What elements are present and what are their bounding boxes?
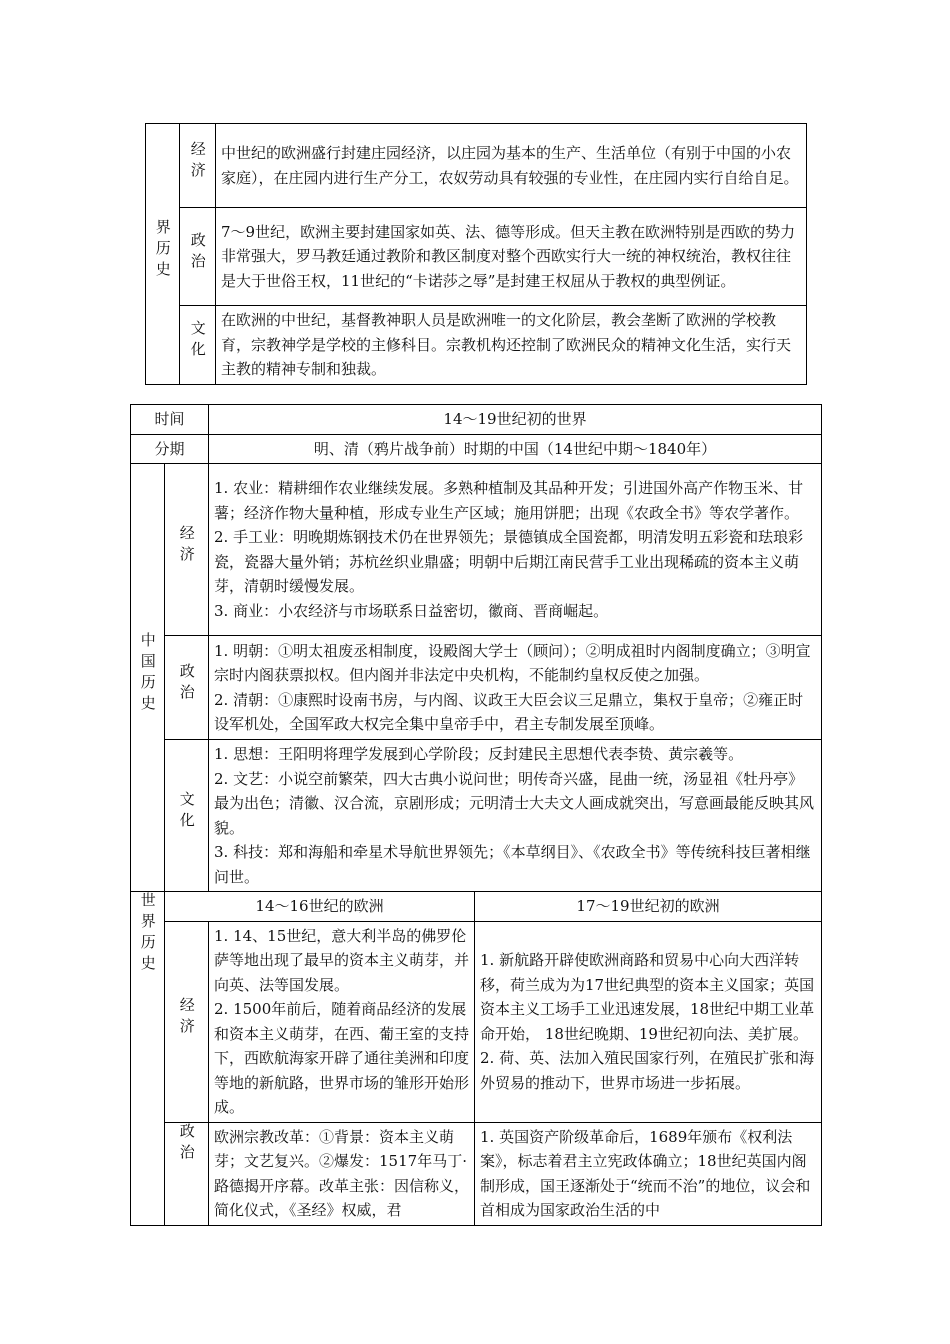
world-politics-left: 欧洲宗教改革：①背景：资本主义萌芽；文艺复兴。②爆发：1517年马丁·路德揭开序幕。改革主张：因信称义，简化仪式，《圣经》权威，君: [209, 1122, 475, 1225]
culture-text: 在欧洲的中世纪，基督教神职人员是欧洲唯一的文化阶层，教会垄断了欧洲的学校教育，宗教神学是学校的主修科目。宗教机构还控制了欧洲民众的精神文化生活，实行天主教的精神专制和独裁。: [216, 306, 807, 385]
header-period: 分期: [131, 434, 209, 464]
row-label-culture: 文化: [180, 306, 216, 385]
economy-text: 中世纪的欧洲盛行封建庄园经济，以庄园为基本的生产、生活单位（有别于中国的小农家庭），在庄园内进行生产分工，农奴劳动具有较强的专业性，在庄园内实行自给自足。: [216, 124, 807, 208]
world-col1-header: 14～16世纪的欧洲: [165, 892, 475, 922]
politics-text: 7～9世纪，欧洲主要封建国家如英、法、德等形成。但天主教在欧洲特别是西欧的势力非常强大，罗马教廷通过教阶和教区制度对整个西欧实行大一统的神权统治，教权往往是大于世俗王权，11世纪的“卡诺莎之辱”是封建王权屈从于教权的典型例证。: [216, 208, 807, 306]
header-time: 时间: [131, 405, 209, 435]
row-label-politics: 政治: [180, 208, 216, 306]
row-label-economy: 经济: [180, 124, 216, 208]
world-economy-right: 1. 新航路开辟使欧洲商路和贸易中心向大西洋转移，荷兰成为为17世纪典型的资本主义国家；英国资本主义工场手工业迅速发展，18世纪中期工业革命开始， 18世纪晚期、19世纪初向法、美扩展。 2. 荷、英、法加入殖民国家行列，在殖民扩张和海外贸易的推动下，世界市场进一步拓展。: [475, 921, 822, 1122]
china-culture-text: 1. 思想：王阳明将理学发展到心学阶段；反封建民主思想代表李贽、黄宗羲等。 2. 文艺：小说空前繁荣，四大古典小说问世；明传奇兴盛，昆曲一统，汤显祖《牡丹亭》最为出色；清徽、汉合流，京剧形成；元明清士大夫文人画成就突出，写意画最能反映其风貌。 3. 科技：郑和海船和牵星术导航世界领先；《本草纲目》、《农政全书》等传统科技巨著相继问世。: [209, 740, 822, 892]
world-history-label-cell: [146, 124, 180, 385]
world-economy-left: 1. 14、15世纪，意大利半岛的佛罗伦萨等地出现了最早的资本主义萌芽，并向英、法等国发展。 2. 1500年前后，随着商品经济的发展和资本主义萌芽，在西、葡王室的支持下，西欧航海家开辟了通往美洲和印度等地的新航路，世界市场的雏形开始形成。: [209, 921, 475, 1122]
header-subtitle: 明、清（鸦片战争前）时期的中国（14世纪中期～1840年）: [209, 434, 822, 464]
china-row-label-economy: 经济: [165, 464, 209, 636]
world-history-label: 世界历史: [138, 892, 157, 976]
china-row-label-politics: 政治: [165, 636, 209, 740]
world-col2-header: 17～19世纪初的欧洲: [475, 892, 822, 922]
china-politics-text: 1. 明朝：①明太祖废丞相制度，设殿阁大学士（顾问）；②明成祖时内阁制度确立；③明宣宗时内阁获票拟权。但内阁并非法定中央机构，不能制约皇权反使之加强。 2. 清朝：①康熙时设南书房，与内阁、议政王大臣会议三足鼎立，集权于皇帝；②雍正时设军机处，全国军政大权完全集中皇帝手中，君主专制发展至顶峰。: [209, 636, 822, 740]
china-history-label-cell: [131, 464, 165, 892]
china-history-label: 中国历史: [138, 631, 157, 716]
header-title: 14～19世纪初的世界: [209, 405, 822, 435]
world-history-label: 界历史: [153, 218, 172, 282]
china-row-label-culture: 文化: [165, 740, 209, 892]
world-history-label-cell: [131, 892, 165, 1226]
world-row-label-politics: 政治: [165, 1122, 209, 1225]
medieval-europe-table: [145, 123, 807, 385]
world-row-label-economy: 经济: [165, 921, 209, 1122]
world-14-19-table: [130, 404, 822, 1226]
china-economy-text: 1. 农业：精耕细作农业继续发展。多熟种植制及其品种开发；引进国外高产作物玉米、甘薯；经济作物大量种植，形成专业生产区域；施用饼肥；出现《农政全书》等农学著作。 2. 手工业：明晚期炼钢技术仍在世界领先；景德镇成全国瓷都，明清发明五彩瓷和珐琅彩瓷，瓷器大量外销；苏杭丝织业鼎盛；明朝中后期江南民营手工业出现稀疏的资本主义萌芽，清朝时缓慢发展。 3. 商业：小农经济与市场联系日益密切，徽商、晋商崛起。: [209, 464, 822, 636]
world-politics-right: 1. 英国资产阶级革命后，1689年颁布《权利法案》，标志着君主立宪政体确立；18世纪英国内阁制形成，国王逐渐处于“统而不治”的地位，议会和首相成为国家政治生活的中: [475, 1122, 822, 1225]
